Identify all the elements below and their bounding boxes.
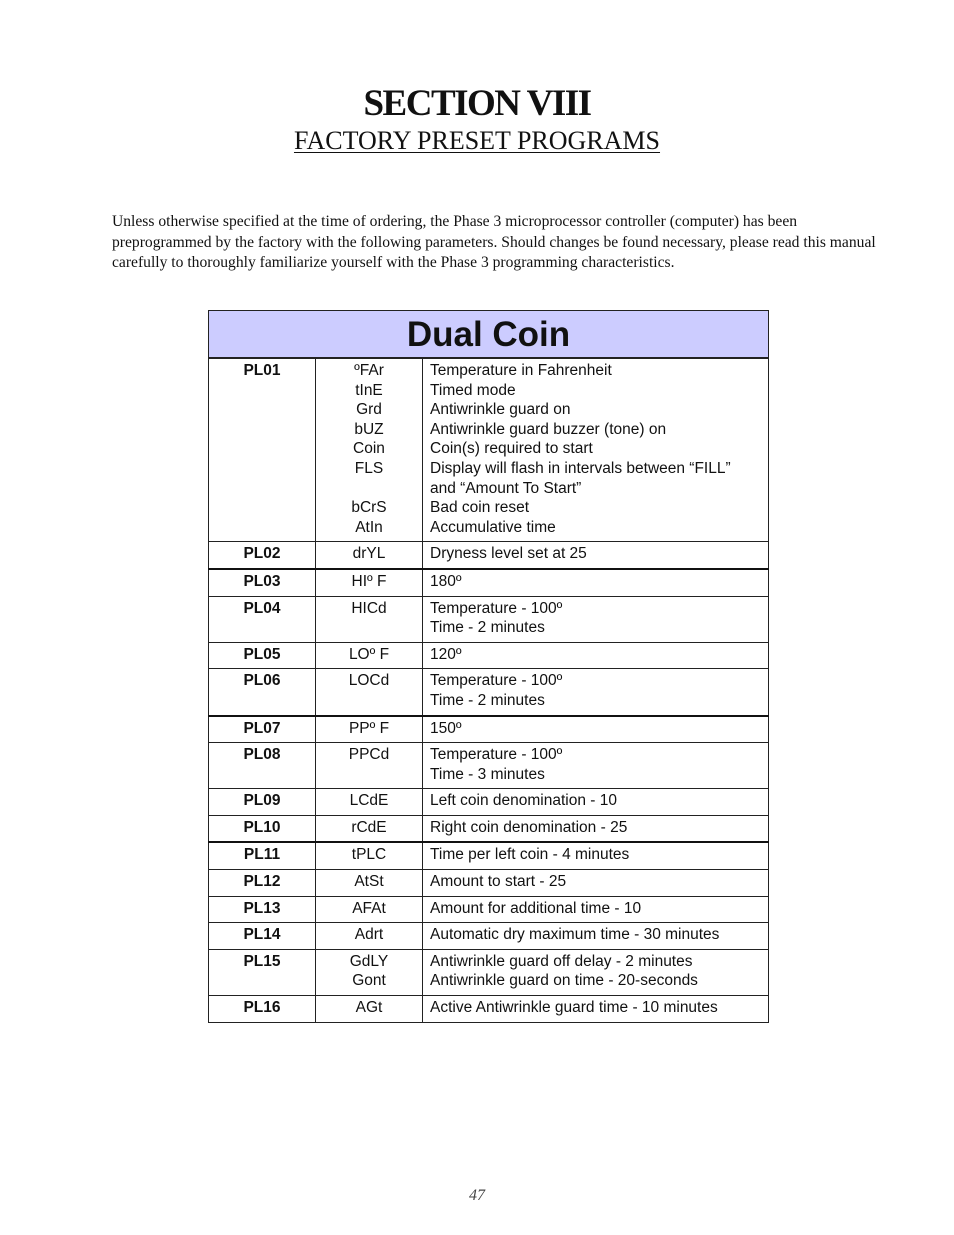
table-row xyxy=(209,596,769,642)
description-line: Time - 3 minutes xyxy=(430,765,545,783)
page-number: 47 xyxy=(469,1187,485,1204)
description-cell xyxy=(423,870,769,897)
table-row xyxy=(209,923,769,950)
description-cell xyxy=(423,642,769,669)
section-subtitle xyxy=(0,126,954,156)
description-line: Temperature - 100º xyxy=(430,746,563,764)
parameter-code: FLS xyxy=(354,459,384,477)
subtitle-text: FACTORY PRESET PROGRAMS xyxy=(293,126,661,155)
parameter-code: tPLC xyxy=(351,846,387,864)
parameter-code: AGt xyxy=(355,999,383,1017)
parameter-code: Gont xyxy=(352,972,386,990)
parameter-cell xyxy=(316,815,423,842)
section-title: SECTION VIII xyxy=(363,83,591,124)
description-line: Display will flash in intervals between “FILL” xyxy=(430,459,731,477)
description-cell xyxy=(423,996,769,1023)
program-code: PL13 xyxy=(209,896,316,923)
program-code: PL16 xyxy=(209,996,316,1023)
parameter-code: HICd xyxy=(351,599,387,617)
description-line: Left coin denomination - 10 xyxy=(430,792,617,810)
description-line: Timed mode xyxy=(430,381,516,399)
parameter-code: PPº F xyxy=(348,719,390,737)
description-line: Temperature in Fahrenheit xyxy=(430,362,612,379)
parameter-cell xyxy=(316,743,423,789)
parameter-code: ºFAr xyxy=(354,362,384,379)
parameter-cell xyxy=(316,596,423,642)
program-code: PL05 xyxy=(209,642,316,669)
table-row xyxy=(209,569,769,596)
description-line: Time per left coin - 4 minutes xyxy=(430,846,630,864)
description-line: Automatic dry maximum time - 30 minutes xyxy=(430,926,720,944)
description-line: and “Amount To Start” xyxy=(430,479,582,497)
parameter-cell xyxy=(316,923,423,950)
parameter-code: Coin xyxy=(353,440,385,458)
parameter-code: LCdE xyxy=(349,792,389,810)
parameter-code: Adrt xyxy=(354,926,384,944)
table-row xyxy=(209,815,769,842)
table-row xyxy=(209,896,769,923)
description-line: Temperature - 100º xyxy=(430,672,563,690)
description-line: Dryness level set at 25 xyxy=(430,545,587,563)
parameter-code: drYL xyxy=(352,545,386,563)
description-line: Antiwrinkle guard off delay - 2 minutes xyxy=(430,952,693,970)
parameter-cell xyxy=(316,542,423,569)
table-row xyxy=(209,542,769,569)
description-cell xyxy=(423,716,769,743)
description-line: Bad coin reset xyxy=(430,499,530,517)
table-row xyxy=(209,842,769,869)
table-row xyxy=(209,716,769,743)
table-row xyxy=(209,996,769,1023)
description-cell xyxy=(423,743,769,789)
parameter-code: Grd xyxy=(356,401,382,419)
parameter-code: GdLY xyxy=(349,952,389,970)
program-code: PL09 xyxy=(209,789,316,816)
description-line: Accumulative time xyxy=(430,518,556,536)
parameter-cell xyxy=(316,842,423,869)
intro-paragraph: Unless otherwise specified at the time of ordering, the Phase 3 microprocessor controller (computer) has been preprogrammed by the factory with the following parameters. Should changes be found necessary, please read this manual carefully to thoroughly familiarize yourself with the Phase 3 programming characteristics. xyxy=(112,213,876,271)
description-line: Amount to start - 25 xyxy=(430,873,567,891)
description-line: Time - 2 minutes xyxy=(430,691,545,709)
description-cell xyxy=(423,923,769,950)
description-cell xyxy=(423,669,769,716)
description-line: Antiwrinkle guard on time - 20-seconds xyxy=(430,972,698,990)
program-code: PL03 xyxy=(209,569,316,596)
parameter-cell xyxy=(316,949,423,995)
parameter-code: bUZ xyxy=(354,420,384,438)
program-code: PL02 xyxy=(209,542,316,569)
table-row xyxy=(209,359,769,542)
description-cell xyxy=(423,949,769,995)
description-cell xyxy=(423,596,769,642)
preset-table xyxy=(208,310,769,1023)
description-line: Active Antiwrinkle guard time - 10 minutes xyxy=(430,999,718,1017)
table-body xyxy=(209,359,769,1023)
parameter-code: LOCd xyxy=(348,672,390,690)
description-cell xyxy=(423,896,769,923)
parameter-cell xyxy=(316,642,423,669)
description-line: Right coin denomination - 25 xyxy=(430,818,628,836)
parameter-code: tInE xyxy=(355,381,383,399)
description-line: Amount for additional time - 10 xyxy=(430,899,642,917)
parameter-cell xyxy=(316,896,423,923)
parameter-cell xyxy=(316,569,423,596)
program-code: PL14 xyxy=(209,923,316,950)
parameter-code xyxy=(316,479,422,499)
parameter-cell xyxy=(316,996,423,1023)
parameter-code: PPCd xyxy=(348,746,390,764)
parameter-cell xyxy=(316,359,423,542)
parameter-code: AtSt xyxy=(354,873,384,891)
table-row xyxy=(209,949,769,995)
description-line: 120º xyxy=(430,645,462,663)
description-line: Temperature - 100º xyxy=(430,599,563,617)
parameter-code: bCrS xyxy=(351,499,387,517)
description-line: Antiwrinkle guard on xyxy=(430,401,571,419)
program-code: PL06 xyxy=(209,669,316,716)
table-row xyxy=(209,870,769,897)
parameter-cell xyxy=(316,716,423,743)
description-cell xyxy=(423,542,769,569)
program-code: PL07 xyxy=(209,716,316,743)
table-row xyxy=(209,789,769,816)
parameter-code: rCdE xyxy=(351,818,387,836)
program-code: PL11 xyxy=(209,842,316,869)
parameter-code: AtIn xyxy=(355,518,383,536)
program-code: PL12 xyxy=(209,870,316,897)
parameter-cell xyxy=(316,669,423,716)
parameter-code: HIº F xyxy=(351,572,387,590)
description-line: 180º xyxy=(430,572,462,590)
table-row xyxy=(209,669,769,716)
description-line: Antiwrinkle guard buzzer (tone) on xyxy=(430,420,667,438)
description-cell xyxy=(423,842,769,869)
description-cell xyxy=(423,789,769,816)
program-code: PL01 xyxy=(209,359,316,542)
program-code: PL04 xyxy=(209,596,316,642)
table-title: Dual Coin xyxy=(208,310,769,358)
description-cell xyxy=(423,815,769,842)
parameter-cell xyxy=(316,789,423,816)
description-cell xyxy=(423,569,769,596)
program-code: PL08 xyxy=(209,743,316,789)
parameter-code: LOº F xyxy=(348,645,390,663)
program-code: PL15 xyxy=(209,949,316,995)
parameter-code: AFAt xyxy=(352,899,386,917)
table-row xyxy=(209,642,769,669)
parameter-cell xyxy=(316,870,423,897)
description-line: 150º xyxy=(430,719,462,737)
description-line: Coin(s) required to start xyxy=(430,440,593,458)
description-cell xyxy=(423,359,769,542)
program-code: PL10 xyxy=(209,815,316,842)
description-line: Time - 2 minutes xyxy=(430,619,545,637)
preset-program-table xyxy=(208,358,769,1023)
table-row xyxy=(209,743,769,789)
